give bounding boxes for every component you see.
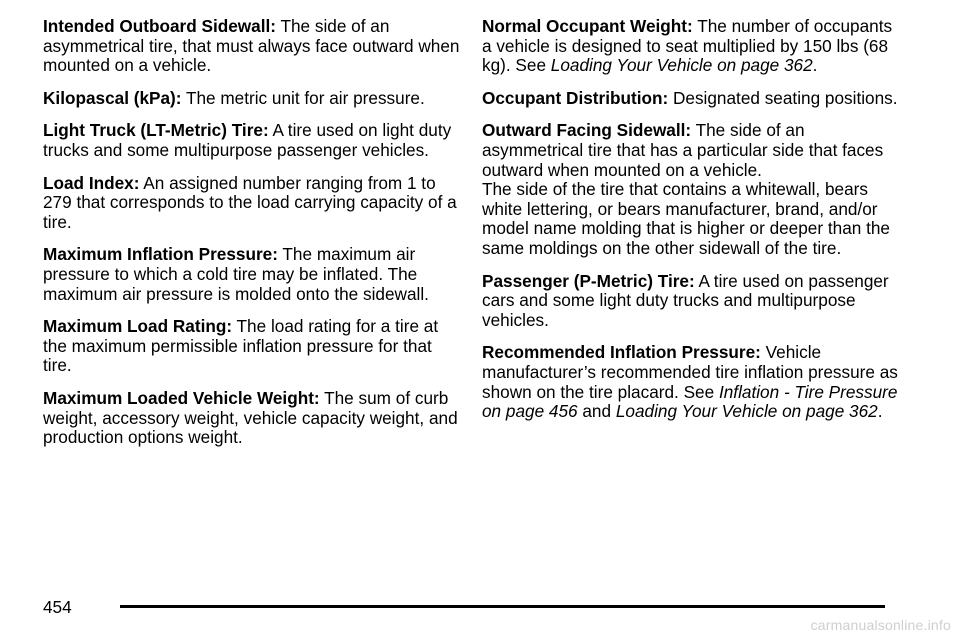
glossary-definition: The load rating for a tire at the maximum permissible inflation pressure for that tire. <box>43 316 439 376</box>
sentence-end: . <box>812 55 818 76</box>
right-column <box>482 17 902 435</box>
glossary-definition: The number of occupants a vehicle is designed to seat multiplied by 150 lbs (68 kg). See <box>482 16 893 76</box>
glossary-entry-normal-occupant-weight <box>482 17 902 76</box>
page-number: 454 <box>43 597 72 617</box>
glossary-term: Normal Occupant Weight: <box>482 16 693 36</box>
glossary-definition: The maximum air pressure to which a cold tire may be inflated. The maximum air pressure is molded onto the sidewall. <box>43 244 429 304</box>
glossary-entry <box>43 174 463 233</box>
glossary-definition: The side of an asymmetrical tire that has a particular side that faces outward when mounted on a vehicle. <box>482 120 884 180</box>
glossary-definition: A tire used on passenger cars and some light duty trucks and multipurpose vehicles. <box>482 270 889 330</box>
glossary-entry <box>43 245 463 304</box>
left-column <box>43 17 463 461</box>
glossary-term: Occupant Distribution: <box>482 87 669 108</box>
sentence-end: . <box>877 401 883 422</box>
conjunction: and <box>582 401 612 422</box>
glossary-definition: Designated seating positions. <box>672 87 898 108</box>
glossary-definition: An assigned number ranging from 1 to 279 that corresponds to the load carrying capacity of a tire. <box>43 172 457 232</box>
glossary-entry <box>43 17 463 76</box>
cross-reference-link[interactable]: Loading Your Vehicle on page 362 <box>615 401 878 422</box>
glossary-term: Maximum Inflation Pressure: <box>43 244 278 265</box>
glossary-term: Light Truck (LT-Metric) Tire: <box>43 120 269 141</box>
glossary-term: Load Index: <box>43 172 140 193</box>
cross-reference-link[interactable]: Inflation - Tire Pressure on page 456 <box>482 381 898 422</box>
cross-reference-link[interactable]: Loading Your Vehicle on page 362 <box>550 55 813 76</box>
glossary-entry-recommended-inflation-pressure <box>482 343 902 421</box>
glossary-definition: Vehicle manufacturer’s recommended tire inflation pressure as shown on the tire placard. See <box>482 342 898 402</box>
glossary-definition: The metric unit for air pressure. <box>185 87 425 108</box>
glossary-term: Intended Outboard Sidewall: <box>43 16 276 36</box>
glossary-term: Maximum Loaded Vehicle Weight: <box>43 387 320 408</box>
glossary-entry-outward-facing-sidewall <box>482 121 902 258</box>
glossary-definition: The sum of curb weight, accessory weight, vehicle capacity weight, and production options weight. <box>43 387 458 448</box>
glossary-definition: The side of an asymmetrical tire, that must always face outward when mounted on a vehicle. <box>43 16 460 76</box>
glossary-term: Outward Facing Sidewall: <box>482 120 692 141</box>
glossary-entry <box>43 89 463 109</box>
glossary-definition-continued: The side of the tire that contains a whitewall, bears white lettering, or bears manufacturer, brand, and/or model name molding that is higher or deeper than the same moldings on the other sidewall of the tire. <box>482 179 890 258</box>
glossary-definition: A tire used on light duty trucks and some multipurpose passenger vehicles. <box>43 120 452 160</box>
watermark: carmanualsonline.info <box>810 617 951 633</box>
glossary-entry-occupant-distribution <box>482 89 902 109</box>
glossary-term: Kilopascal (kPa): <box>43 87 182 108</box>
glossary-term: Maximum Load Rating: <box>43 316 233 337</box>
glossary-entry <box>43 121 463 160</box>
footer-rule <box>120 605 885 608</box>
glossary-entry <box>43 317 463 376</box>
glossary-term: Passenger (P-Metric) Tire: <box>482 270 695 291</box>
glossary-entry-passenger-tire <box>482 272 902 331</box>
glossary-entry <box>43 389 463 448</box>
glossary-term: Recommended Inflation Pressure: <box>482 342 761 363</box>
